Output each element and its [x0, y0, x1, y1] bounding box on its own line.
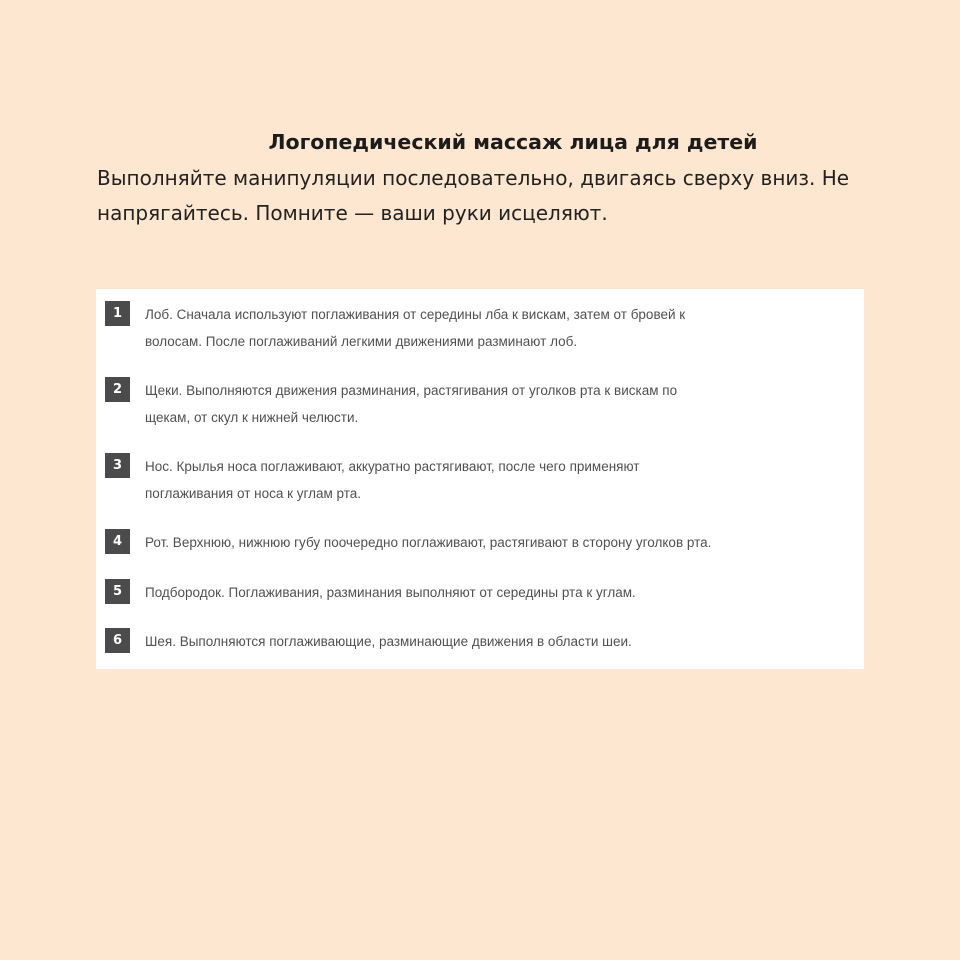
page-title: Логопедический массаж лица для детей — [268, 130, 758, 154]
step-line: Нос. Крылья носа поглаживают, аккуратно растягивают, после чего применяют — [145, 459, 640, 474]
step-number-badge: 6 — [105, 628, 130, 653]
steps-card — [96, 289, 864, 669]
step-text — [145, 628, 855, 655]
step-number-badge: 2 — [105, 377, 130, 402]
step-number-badge: 4 — [105, 529, 130, 554]
step-number-badge: 5 — [105, 579, 130, 604]
step-line: Шея. Выполняются поглаживающие, разминающие движения в области шеи. — [145, 634, 632, 649]
step-number-badge: 3 — [105, 453, 130, 478]
step-line: Лоб. Сначала используют поглаживания от середины лба к вискам, затем от бровей к — [145, 307, 686, 322]
step-number-badge: 1 — [105, 301, 130, 326]
step-line: Подбородок. Поглаживания, разминания выполняют от середины рта к углам. — [145, 585, 636, 600]
intro-line: напрягайтесь. Помните — ваши руки исцеляют. — [97, 201, 608, 225]
step-text — [145, 579, 855, 606]
step-line: волосам. После поглаживаний легкими движениями разминают лоб. — [145, 334, 578, 349]
intro-line: Выполняйте манипуляции последовательно, двигаясь сверху вниз. Не — [97, 166, 850, 190]
step-text — [145, 453, 855, 507]
step-line: поглаживания от носа к углам рта. — [145, 486, 362, 501]
step-line: Щеки. Выполняются движения разминания, растягивания от уголков рта к вискам по — [145, 383, 678, 398]
step-line: щекам, от скул к нижней челюсти. — [145, 410, 359, 425]
step-text — [145, 529, 855, 556]
step-line: Рот. Верхнюю, нижнюю губу поочередно поглаживают, растягивают в сторону уголков рта. — [145, 535, 712, 550]
step-text — [145, 377, 855, 431]
intro-text — [97, 161, 917, 231]
step-text — [145, 301, 855, 355]
